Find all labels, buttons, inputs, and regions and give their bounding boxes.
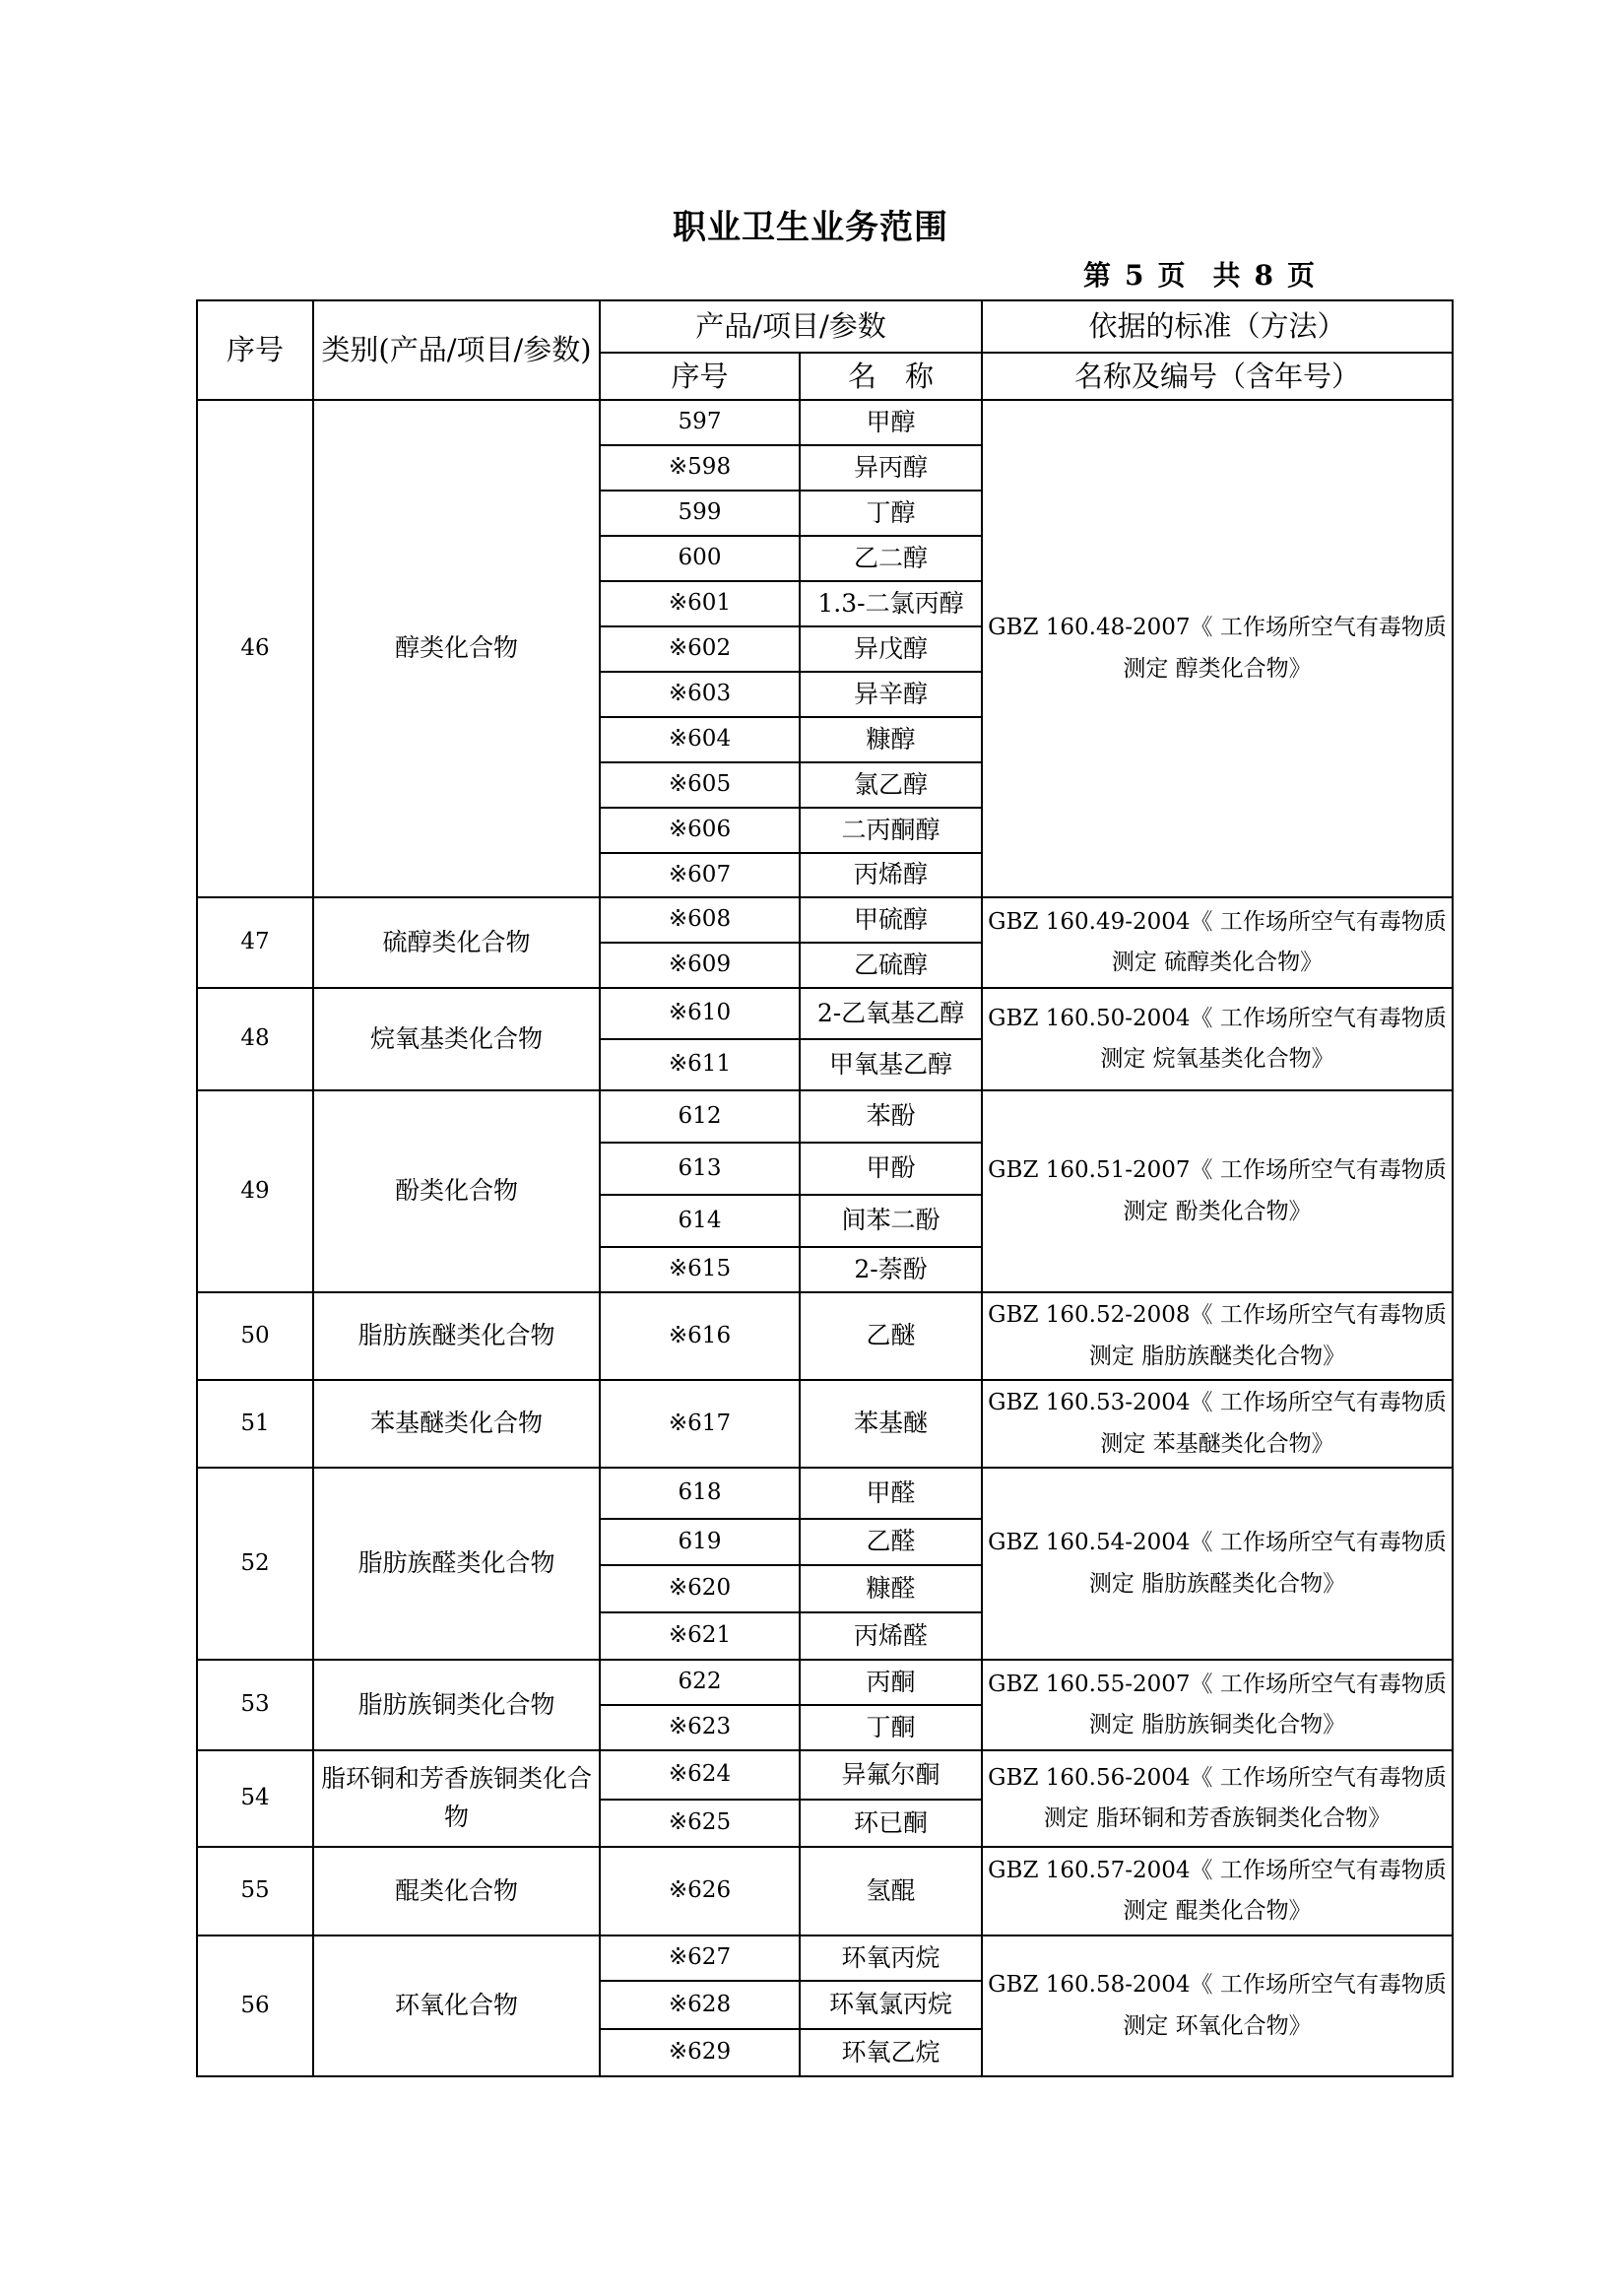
- header-seq: 序号: [197, 300, 313, 400]
- item-seq: ※601: [600, 581, 800, 626]
- item-seq: ※621: [600, 1612, 800, 1660]
- group-category: 烷氧基类化合物: [313, 988, 600, 1090]
- header-standard-line2: 名称及编号（含年号）: [982, 353, 1453, 400]
- table-row: [197, 400, 1453, 445]
- table-row: [197, 1292, 1453, 1380]
- table-row: [197, 1090, 1453, 1143]
- page-title: 职业卫生业务范围: [673, 208, 948, 247]
- item-seq: 618: [600, 1468, 800, 1519]
- item-name: 甲硫醇: [800, 897, 982, 943]
- item-seq: ※624: [600, 1750, 800, 1800]
- item-name: 异戊醇: [800, 626, 982, 672]
- group-number: 48: [197, 988, 313, 1090]
- item-seq: ※610: [600, 988, 800, 1039]
- item-name: 糠醇: [800, 717, 982, 762]
- group-number: 51: [197, 1380, 313, 1468]
- table-row: [197, 1847, 1453, 1935]
- item-seq: ※626: [600, 1847, 800, 1935]
- scope-table: [196, 299, 1454, 2077]
- item-seq: ※616: [600, 1292, 800, 1380]
- group-standard: GBZ 160.54-2004《 工作场所空气有毒物质测定 脂肪族醛类化合物》: [982, 1468, 1453, 1660]
- group-number: 54: [197, 1750, 313, 1847]
- item-name: 异辛醇: [800, 672, 982, 717]
- item-name: 乙硫醇: [800, 943, 982, 988]
- item-name: 环氧丙烷: [800, 1935, 982, 1981]
- item-seq: ※629: [600, 2029, 800, 2076]
- item-seq: 614: [600, 1195, 800, 1247]
- item-name: 丁醇: [800, 491, 982, 536]
- item-seq: 622: [600, 1660, 800, 1705]
- item-name: 乙二醇: [800, 536, 982, 581]
- page-current: 5: [1125, 259, 1144, 292]
- table-row: [197, 988, 1453, 1039]
- group-category: 醌类化合物: [313, 1847, 600, 1935]
- item-name: 环已酮: [800, 1800, 982, 1847]
- group-number: 52: [197, 1468, 313, 1660]
- group-category: 醇类化合物: [313, 400, 600, 897]
- item-seq: ※608: [600, 897, 800, 943]
- group-category: 苯基醚类化合物: [313, 1380, 600, 1468]
- group-number: 56: [197, 1935, 313, 2076]
- header-category: 类别(产品/项目/参数): [313, 300, 600, 400]
- item-name: 甲氧基乙醇: [800, 1039, 982, 1090]
- item-name: 甲酚: [800, 1143, 982, 1195]
- group-category: 脂肪族醚类化合物: [313, 1292, 600, 1380]
- item-seq: ※607: [600, 853, 800, 897]
- item-seq: ※617: [600, 1380, 800, 1468]
- item-seq: 612: [600, 1090, 800, 1143]
- item-seq: ※604: [600, 717, 800, 762]
- item-seq: 613: [600, 1143, 800, 1195]
- table-row: [197, 897, 1453, 943]
- page-label-post: 页: [1287, 259, 1316, 292]
- group-standard: GBZ 160.55-2007《 工作场所空气有毒物质测定 脂肪族铜类化合物》: [982, 1660, 1453, 1750]
- group-number: 46: [197, 400, 313, 897]
- group-standard: GBZ 160.57-2004《 工作场所空气有毒物质测定 醌类化合物》: [982, 1847, 1453, 1935]
- item-name: 丙烯醇: [800, 853, 982, 897]
- group-standard: GBZ 160.51-2007《 工作场所空气有毒物质测定 酚类化合物》: [982, 1090, 1453, 1292]
- item-seq: ※602: [600, 626, 800, 672]
- item-name: 环氧乙烷: [800, 2029, 982, 2076]
- group-standard: GBZ 160.50-2004《 工作场所空气有毒物质测定 烷氧基类化合物》: [982, 988, 1453, 1090]
- table-row: [197, 1380, 1453, 1468]
- item-name: 间苯二酚: [800, 1195, 982, 1247]
- item-name: 2-萘酚: [800, 1247, 982, 1292]
- item-seq: ※615: [600, 1247, 800, 1292]
- item-seq: ※623: [600, 1705, 800, 1750]
- group-category: 环氧化合物: [313, 1935, 600, 2076]
- page-number: [1083, 254, 1315, 294]
- item-seq: 597: [600, 400, 800, 445]
- item-seq: 599: [600, 491, 800, 536]
- item-seq: ※609: [600, 943, 800, 988]
- table-row: [197, 1935, 1453, 1981]
- item-name: 氯乙醇: [800, 762, 982, 808]
- item-name: 环氧氯丙烷: [800, 1981, 982, 2029]
- item-name: 二丙酮醇: [800, 808, 982, 853]
- group-number: 49: [197, 1090, 313, 1292]
- page-total: 8: [1254, 259, 1274, 292]
- item-seq: ※625: [600, 1800, 800, 1847]
- item-seq: ※603: [600, 672, 800, 717]
- header-sub-seq: 序号: [600, 353, 800, 400]
- group-number: 50: [197, 1292, 313, 1380]
- item-name: 氢醌: [800, 1847, 982, 1935]
- item-name: 丁酮: [800, 1705, 982, 1750]
- group-standard: GBZ 160.56-2004《 工作场所空气有毒物质测定 脂环铜和芳香族铜类化合物》: [982, 1750, 1453, 1847]
- table-body: [197, 400, 1453, 2076]
- group-standard: GBZ 160.53-2004《 工作场所空气有毒物质测定 苯基醚类化合物》: [982, 1380, 1453, 1468]
- item-name: 甲醛: [800, 1468, 982, 1519]
- item-seq: ※605: [600, 762, 800, 808]
- item-name: 2-乙氧基乙醇: [800, 988, 982, 1039]
- item-seq: ※611: [600, 1039, 800, 1090]
- item-seq: ※606: [600, 808, 800, 853]
- item-name: 丙酮: [800, 1660, 982, 1705]
- item-name: 异氟尔酮: [800, 1750, 982, 1800]
- group-category: 硫醇类化合物: [313, 897, 600, 988]
- item-name: 苯基醚: [800, 1380, 982, 1468]
- item-name: 丙烯醛: [800, 1612, 982, 1660]
- group-standard: GBZ 160.58-2004《 工作场所空气有毒物质测定 环氧化合物》: [982, 1935, 1453, 2076]
- group-standard: GBZ 160.52-2008《 工作场所空气有毒物质测定 脂肪族醚类化合物》: [982, 1292, 1453, 1380]
- item-name: 甲醇: [800, 400, 982, 445]
- item-seq: 619: [600, 1519, 800, 1565]
- table-row: [197, 1468, 1453, 1519]
- item-name: 糠醛: [800, 1565, 982, 1612]
- group-category: 脂肪族铜类化合物: [313, 1660, 600, 1750]
- header-sub-name: 名 称: [800, 353, 982, 400]
- group-category: 酚类化合物: [313, 1090, 600, 1292]
- page-label-pre: 第: [1083, 259, 1112, 292]
- item-name: 乙醚: [800, 1292, 982, 1380]
- group-standard: GBZ 160.48-2007《 工作场所空气有毒物质测定 醇类化合物》: [982, 400, 1453, 897]
- item-name: 1.3-二氯丙醇: [800, 581, 982, 626]
- item-seq: 600: [600, 536, 800, 581]
- group-number: 55: [197, 1847, 313, 1935]
- header-standard-line1: 依据的标准（方法）: [982, 300, 1453, 353]
- item-name: 乙醛: [800, 1519, 982, 1565]
- group-standard: GBZ 160.49-2004《 工作场所空气有毒物质测定 硫醇类化合物》: [982, 897, 1453, 988]
- item-seq: ※598: [600, 445, 800, 491]
- page-label-total: 共: [1212, 259, 1241, 292]
- group-number: 47: [197, 897, 313, 988]
- table-row: [197, 1750, 1453, 1800]
- item-name: 异丙醇: [800, 445, 982, 491]
- group-number: 53: [197, 1660, 313, 1750]
- table-row: [197, 1660, 1453, 1705]
- item-seq: ※628: [600, 1981, 800, 2029]
- group-category: 脂肪族醛类化合物: [313, 1468, 600, 1660]
- header-product-group: 产品/项目/参数: [600, 300, 982, 353]
- group-category: 脂环铜和芳香族铜类化合物: [313, 1750, 600, 1847]
- page-label-mid: 页: [1157, 259, 1186, 292]
- item-seq: ※620: [600, 1565, 800, 1612]
- item-seq: ※627: [600, 1935, 800, 1981]
- item-name: 苯酚: [800, 1090, 982, 1143]
